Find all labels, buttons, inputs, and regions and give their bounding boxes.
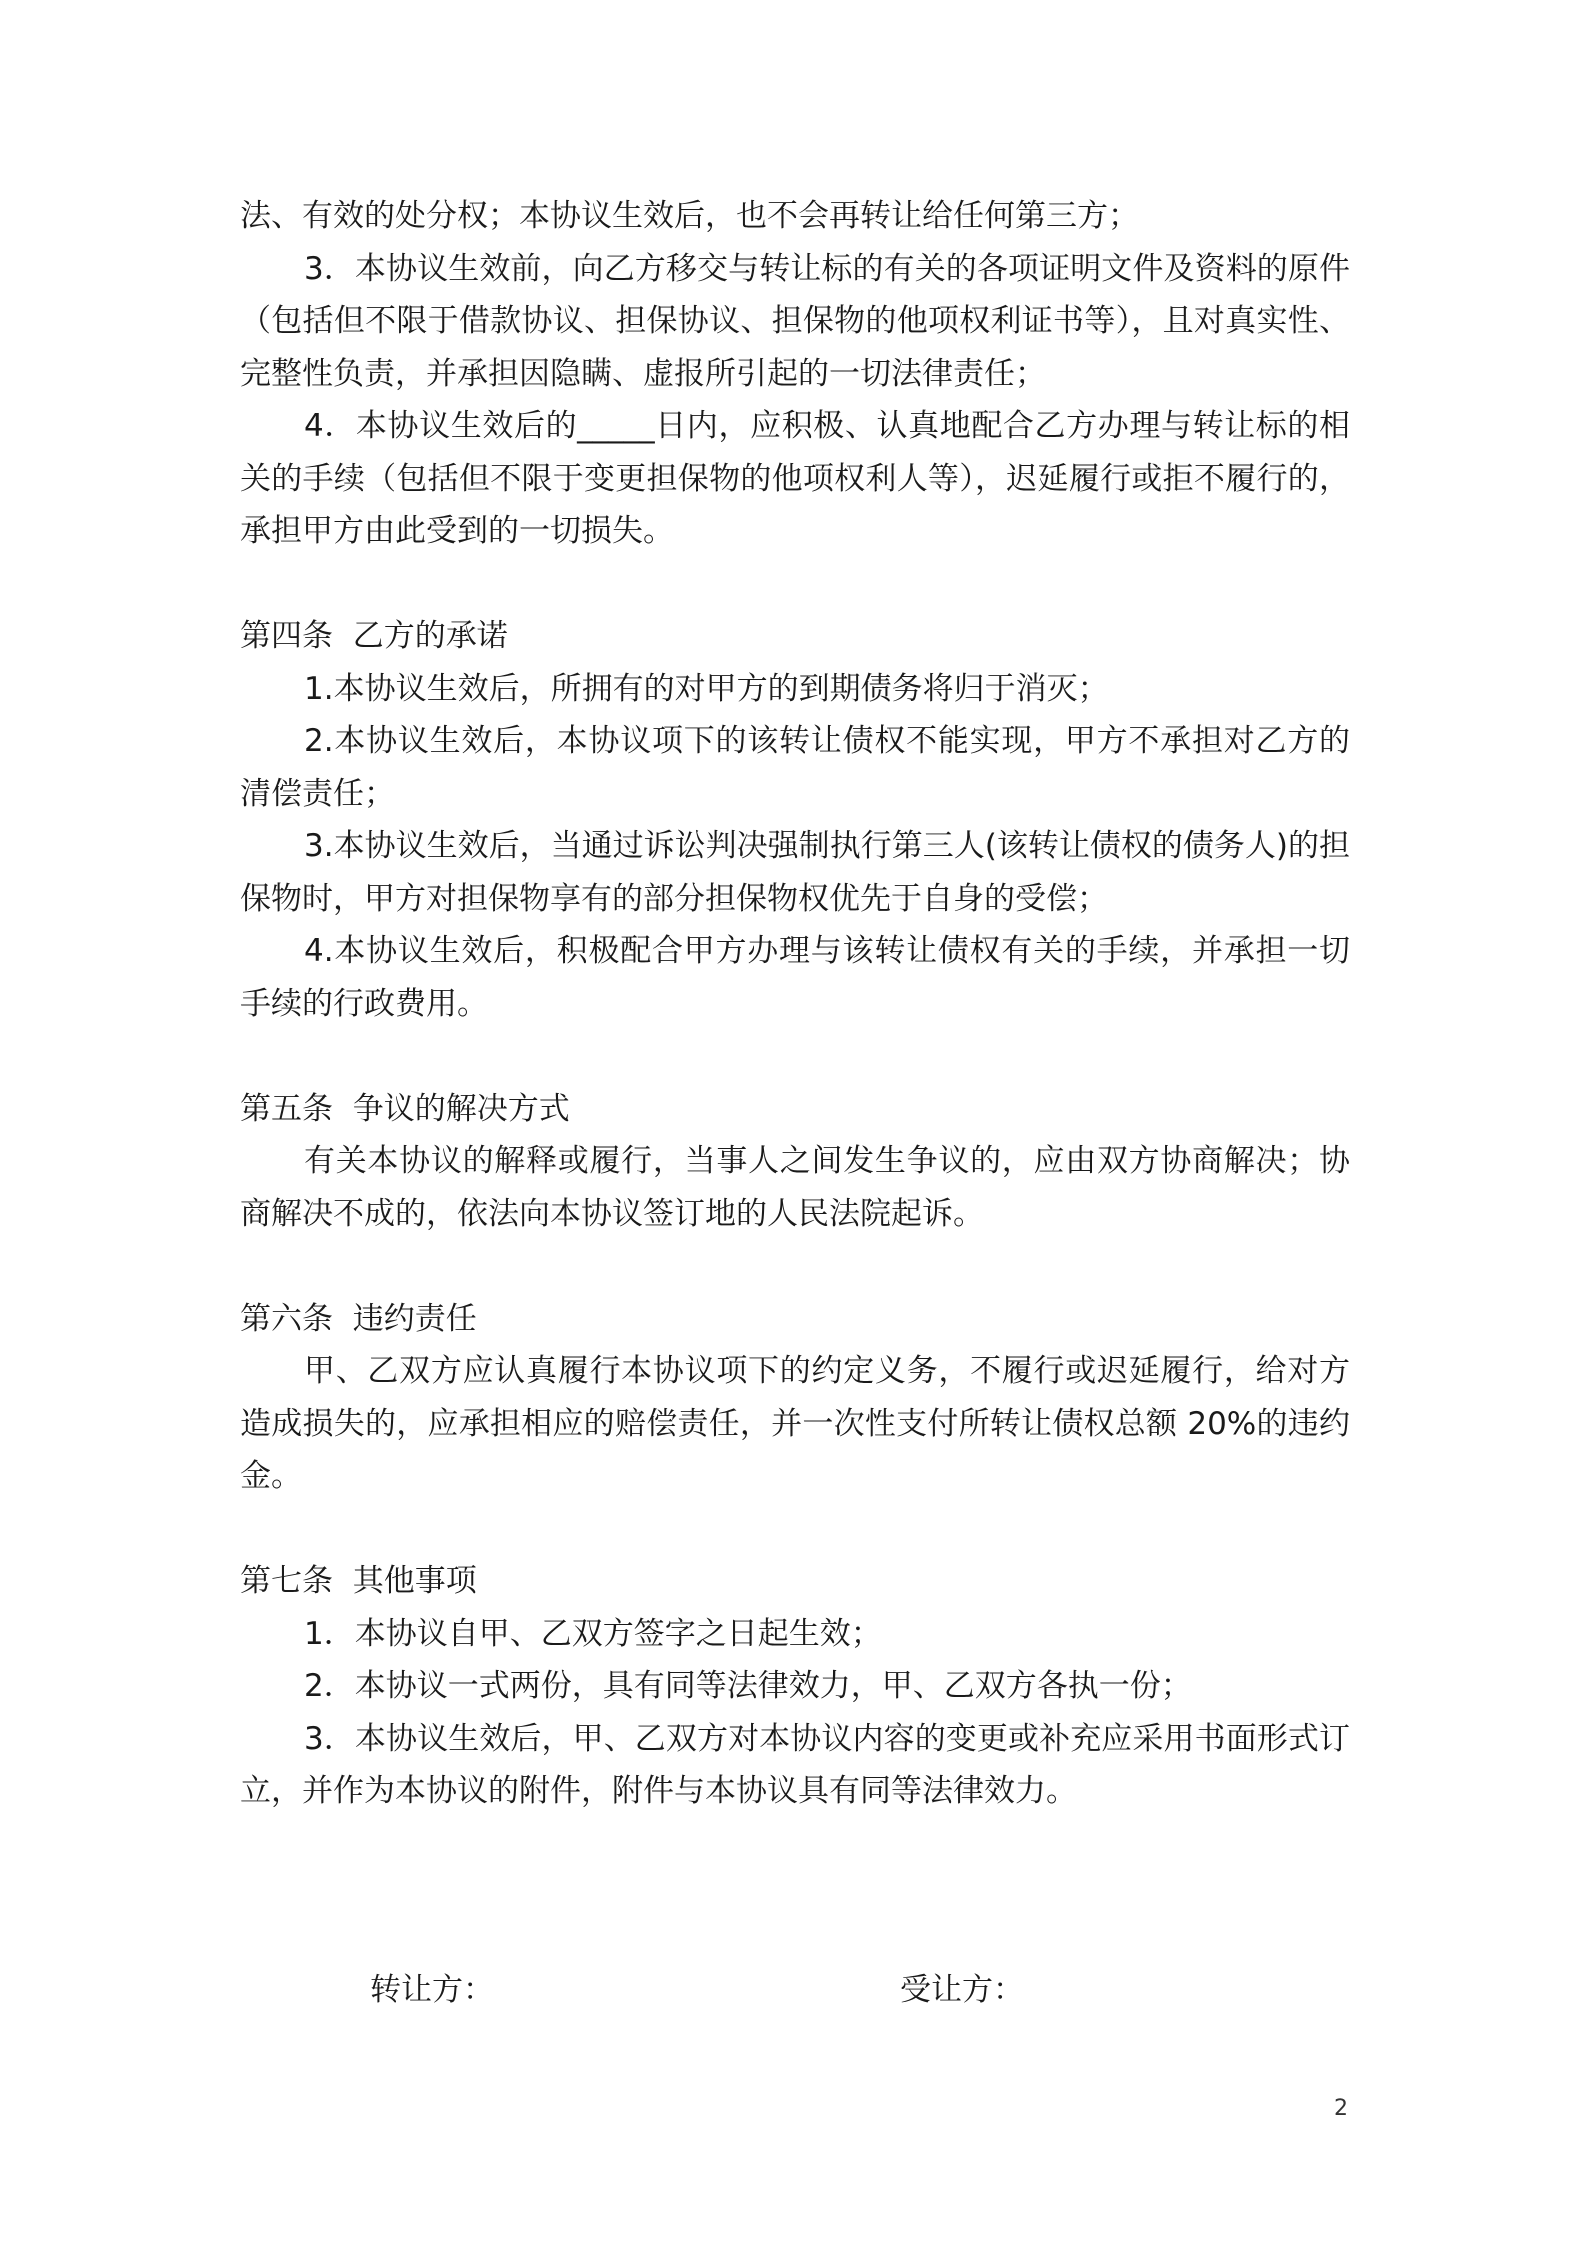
spacer [240,1240,1350,1293]
article-6-heading: 第六条 违约责任 [240,1300,477,1337]
clause-5-body: 有关本协议的解释或履行，当事人之间发生争议的，应由双方协商解决；协商解决不成的，依法向本协议签订地的人民法院起诉。 [240,1143,1350,1232]
page-number: 2 [1334,2096,1348,2121]
transferee-signature-label: 受让方： [900,1972,1024,2008]
clause-7-2: 2．本协议一式两份，具有同等法律效力，甲、乙双方各执一份； [304,1668,1192,1704]
article-4-heading: 第四条 乙方的承诺 [240,618,508,654]
signature-row [0,1960,1586,2020]
transferor-signature-label: 转让方： [370,1972,494,2008]
document-body [240,190,1350,1818]
clause-7-1: 1．本协议自甲、乙双方签字之日起生效； [304,1615,882,1652]
clause-4-2: 2.本协议生效后，本协议项下的该转让债权不能实现，甲方不承担对乙方的清偿责任； [240,723,1350,812]
spacer [240,1503,1350,1556]
spacer [240,1030,1350,1083]
clause-7-3: 3．本协议生效后，甲、乙双方对本协议内容的变更或补充应采用书面形式订立，并作为本协议的附件，附件与本协议具有同等法律效力。 [240,1720,1350,1809]
article-7-heading: 第七条 其他事项 [240,1563,477,1599]
clause-4-1: 1.本协议生效后，所拥有的对甲方的到期债务将归于消灭； [304,670,1109,707]
clause-3-3: 3．本协议生效前，向乙方移交与转让标的有关的各项证明文件及资料的原件（包括但不限于借款协议、担保协议、担保物的他项权利证书等），且对真实性、完整性负责，并承担因隐瞒、虚报所引起的一切法律责任； [240,250,1350,392]
spacer [240,558,1350,611]
clause-3-4: 4．本协议生效后的_____日内，应积极、认真地配合乙方办理与转让标的相关的手续（包括但不限于变更担保物的他项权利人等），迟延履行或拒不履行的，承担甲方由此受到的一切损失。 [240,408,1350,549]
clause-6-body: 甲、乙双方应认真履行本协议项下的约定义务，不履行或迟延履行，给对方造成损失的，应承担相应的赔偿责任，并一次性支付所转让债权总额 20%的违约金。 [240,1353,1350,1494]
clause-4-4: 4.本协议生效后，积极配合甲方办理与该转让债权有关的手续，并承担一切手续的行政费用。 [240,933,1350,1022]
article-5-heading: 第五条 争议的解决方式 [240,1090,570,1127]
paragraph-continuation: 法、有效的处分权；本协议生效后，也不会再转让给任何第三方； [240,198,1139,234]
clause-4-3: 3.本协议生效后，当通过诉讼判决强制执行第三人(该转让债权的债务人)的担保物时，甲方对担保物享有的部分担保物权优先于自身的受偿； [240,828,1350,917]
